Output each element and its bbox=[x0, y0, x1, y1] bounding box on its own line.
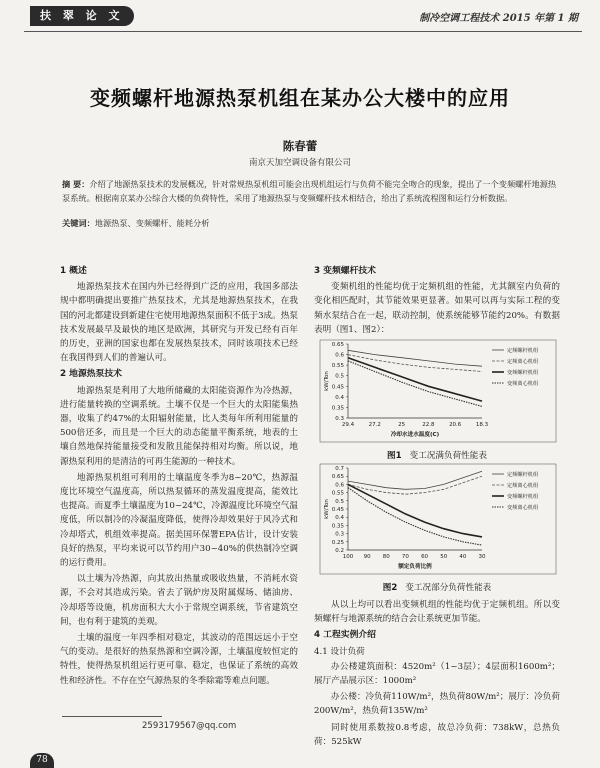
section-2-paragraph-2: 地源热泵机组可利用的土壤温度冬季为8~20℃，热源温度比环境空气温度高，所以热泵循环的蒸发温度提高，能效比也提高。而夏季土壤温度为10~24℃，冷源温度比环境空气温度低，所以制冷的冷凝温度降低，使得冷却效果好于风冷式和冷却塔式，机组效率提高。据美国环保署EPA估计，设计安装良好的热泵，平均来说可以节约用户30~40%的供热制冷空调的运行费用。 bbox=[60, 472, 298, 569]
chart-conclusion: 从以上均可以看出变频机组的性能均优于定频机组。所以变频螺杆与地源系统的结合会让系统更加节能。 bbox=[314, 600, 560, 625]
figure-2 bbox=[314, 462, 560, 593]
affiliation: 南京天加空调设备有限公司 bbox=[248, 158, 351, 168]
x-tick-label: 70 bbox=[401, 554, 409, 560]
design-load-total: 同时使用系数按0.8考虑，故总冷负荷：738kW，总热负荷：525kW bbox=[314, 722, 560, 747]
section-3-paragraph: 变频机组的性能均优于定频机组的性能，尤其额室内负荷的变化相匹配时，其节能效果更显著。如果可以再与实际工程的变频水泵结合在一起，联动控制，使系统能够节能约20%。有数据表明（图1、图2）： bbox=[314, 282, 560, 335]
author: 陈春蕾 bbox=[282, 139, 318, 153]
series-line-4 bbox=[348, 361, 482, 407]
y-axis-label: kW/Ton bbox=[324, 499, 330, 519]
x-tick-label: 27.2 bbox=[368, 422, 381, 428]
series-line-3 bbox=[348, 484, 482, 537]
page-number: 78 bbox=[30, 753, 54, 768]
legend-label: 变频螺杆机组 bbox=[507, 494, 539, 500]
y-tick-label: 0.45 bbox=[331, 384, 344, 391]
series-line-4 bbox=[348, 488, 482, 545]
legend-label: 变频螺杆机组 bbox=[507, 370, 539, 376]
section-2-paragraph-3: 以土壤为冷热源，向其放出热量或吸收热量，不消耗水资源，不会对其造成污染。省去了锅炉房及附属煤场、储油房、冷却塔等设施，机房面积大大小于常规空调系统，节省建筑空间，也有利于建筑的美观。 bbox=[60, 574, 298, 627]
y-tick-label: 0.4 bbox=[335, 515, 344, 522]
legend-label: 变频离心机组 bbox=[507, 505, 539, 511]
series-line-2 bbox=[348, 355, 482, 372]
section-1-paragraph: 地源热泵技术在国内外已经得到广泛的应用，我国多部法规中都明确提出要推广热泵技术，尤其是地源热泵技术，在我国的河北都建设到新建住宅使用地源热泵面积不低于3成。热泵技术发展最早及最快的地区是欧洲，其研究与开发已经有百年的历史，亚洲的国家也都在发展热泵技术，同时该项技术已经在我国得到人们的普遍认可。 bbox=[60, 282, 298, 364]
x-tick-label: 60 bbox=[421, 554, 429, 560]
y-tick-label: 0.3 bbox=[335, 416, 344, 422]
section-2-paragraph-4: 土壤的温度一年四季相对稳定，其波动的范围远远小于空气的变动。是很好的热泵热源和空调冷源，土壤温度较恒定的特性，使得热泵机组运行更可靠、稳定，也保证了系统的高效性和经济性。不存在空气源热泵的冬季除霜等难点问题。 bbox=[60, 633, 298, 686]
figure-1 bbox=[314, 338, 560, 461]
footnote-rule bbox=[62, 716, 162, 717]
journal-info: 制冷空调工程技术 2015 年第 1 期 bbox=[419, 13, 578, 24]
y-tick-label: 0.55 bbox=[331, 363, 344, 370]
y-tick-label: 0.7 bbox=[335, 466, 344, 472]
chart-frame bbox=[320, 464, 556, 574]
header-rule bbox=[24, 31, 582, 32]
column-badge: 扶 翠 论 文 bbox=[30, 6, 134, 26]
x-tick-label: 30 bbox=[478, 554, 486, 560]
figure-1-chart bbox=[314, 338, 560, 448]
abstract-label: 摘 要： bbox=[62, 179, 90, 189]
y-tick-label: 0.35 bbox=[331, 523, 344, 530]
y-tick-label: 0.65 bbox=[331, 474, 344, 481]
legend-label: 定频螺杆机组 bbox=[507, 472, 539, 478]
figure-1-caption bbox=[314, 449, 560, 461]
figure-1-title: 变工况满负荷性能表 bbox=[409, 451, 487, 461]
series-line-2 bbox=[348, 476, 482, 494]
design-load-area: 办公楼建筑面积：4520m²（1~3层）；4层面积1600m²；展厅产品展示区：1000m² bbox=[314, 661, 560, 687]
y-tick-label: 0.65 bbox=[331, 342, 344, 348]
x-tick-label: 40 bbox=[459, 554, 467, 560]
section-3-title: 3 变频螺杆技术 bbox=[314, 266, 376, 276]
x-axis-label: 冷却水进水温度(C) bbox=[390, 432, 440, 438]
legend-label: 变频离心机组 bbox=[507, 381, 539, 387]
legend-label: 定频离心机组 bbox=[507, 359, 539, 365]
y-tick-label: 0.4 bbox=[335, 394, 344, 401]
y-tick-label: 0.25 bbox=[331, 539, 344, 546]
section-4-title: 4 工程实例介绍 bbox=[314, 630, 376, 641]
figure-2-chart bbox=[314, 462, 560, 580]
y-tick-label: 0.5 bbox=[335, 373, 344, 380]
right-column-bottom bbox=[314, 598, 560, 751]
x-tick-label: 18.3 bbox=[475, 422, 489, 428]
x-tick-label: 100 bbox=[342, 554, 354, 560]
x-tick-label: 50 bbox=[440, 554, 448, 560]
x-tick-label: 29.4 bbox=[341, 422, 355, 428]
keywords bbox=[62, 218, 560, 229]
section-1-title: 1 概述 bbox=[60, 266, 87, 276]
figure-2-caption bbox=[314, 581, 560, 593]
section-2-title: 2 地源热泵技术 bbox=[60, 369, 122, 380]
figure-2-title: 变工况部分负荷性能表 bbox=[405, 583, 492, 593]
x-tick-label: 20.6 bbox=[449, 422, 462, 428]
keywords-label: 关键词： bbox=[62, 218, 95, 228]
keywords-text: 地源热泵、变频螺杆、能耗分析 bbox=[94, 218, 210, 228]
x-tick-label: 22.8 bbox=[422, 422, 435, 428]
legend-label: 定频离心机组 bbox=[507, 483, 539, 489]
chart-frame bbox=[320, 340, 556, 442]
x-tick-label: 90 bbox=[363, 554, 371, 560]
article-title: 变频螺杆地源热泵机组在某办公大楼中的应用 bbox=[90, 86, 510, 110]
y-tick-label: 0.5 bbox=[335, 498, 344, 505]
y-tick-label: 0.3 bbox=[335, 531, 344, 538]
y-tick-label: 0.45 bbox=[331, 507, 344, 513]
figure-2-label: 图2 bbox=[382, 583, 398, 593]
author-email: 2593179567@qq.com bbox=[142, 721, 237, 731]
x-axis-label: 额定负荷比例 bbox=[398, 564, 432, 570]
y-tick-label: 0.55 bbox=[331, 490, 344, 497]
y-tick-label: 0.6 bbox=[335, 482, 344, 489]
series-line-3 bbox=[348, 358, 482, 401]
y-tick-label: 0.6 bbox=[335, 352, 344, 359]
legend-label: 定频螺杆机组 bbox=[507, 348, 539, 354]
section-4-1-title: 4.1 设计负荷 bbox=[314, 646, 365, 657]
right-column-top bbox=[314, 262, 560, 339]
design-load-per-area: 办公楼：冷负荷110W/m²，热负荷80W/m²；展厅：冷负荷200W/m²，热负荷135W/m² bbox=[314, 692, 560, 717]
section-2-paragraph-1: 地源热泵是利用了大地所储藏的太阳能资源作为冷热源，进行能量转换的空调系统。土壤不仅是一个巨大的太阳能集热器，收集了约47%的太阳辐射能量，比人类每年所利用能量的500倍还多，而且是一个巨大的动态能量平衡系统，地表的土壤自然地保持能量接受和发散且能保持相对均衡。所以说，地源热泵利用的是清洁的可再生能源的一种技术。 bbox=[60, 385, 298, 467]
series-line-1 bbox=[348, 471, 482, 489]
x-tick-label: 25 bbox=[398, 422, 406, 428]
x-tick-label: 80 bbox=[382, 554, 390, 560]
left-column bbox=[60, 262, 298, 690]
y-tick-label: 0.2 bbox=[335, 548, 344, 554]
y-axis-label: kW/Ton bbox=[324, 371, 330, 391]
abstract-text: 介绍了地源热泵技术的发展概况，针对常规热泵机组可能会出现机组运行与负荷不能完全吻合的现象，提出了一个变频螺杆地源热泵系统。根据南京某办公综合大楼的负荷特性，采用了地源热泵与变频螺杆技术相结合，给出了系统流程图和运行分析数据。 bbox=[62, 179, 557, 203]
figure-1-label: 图1 bbox=[387, 451, 402, 461]
abstract bbox=[62, 177, 560, 205]
y-tick-label: 0.35 bbox=[331, 405, 344, 412]
